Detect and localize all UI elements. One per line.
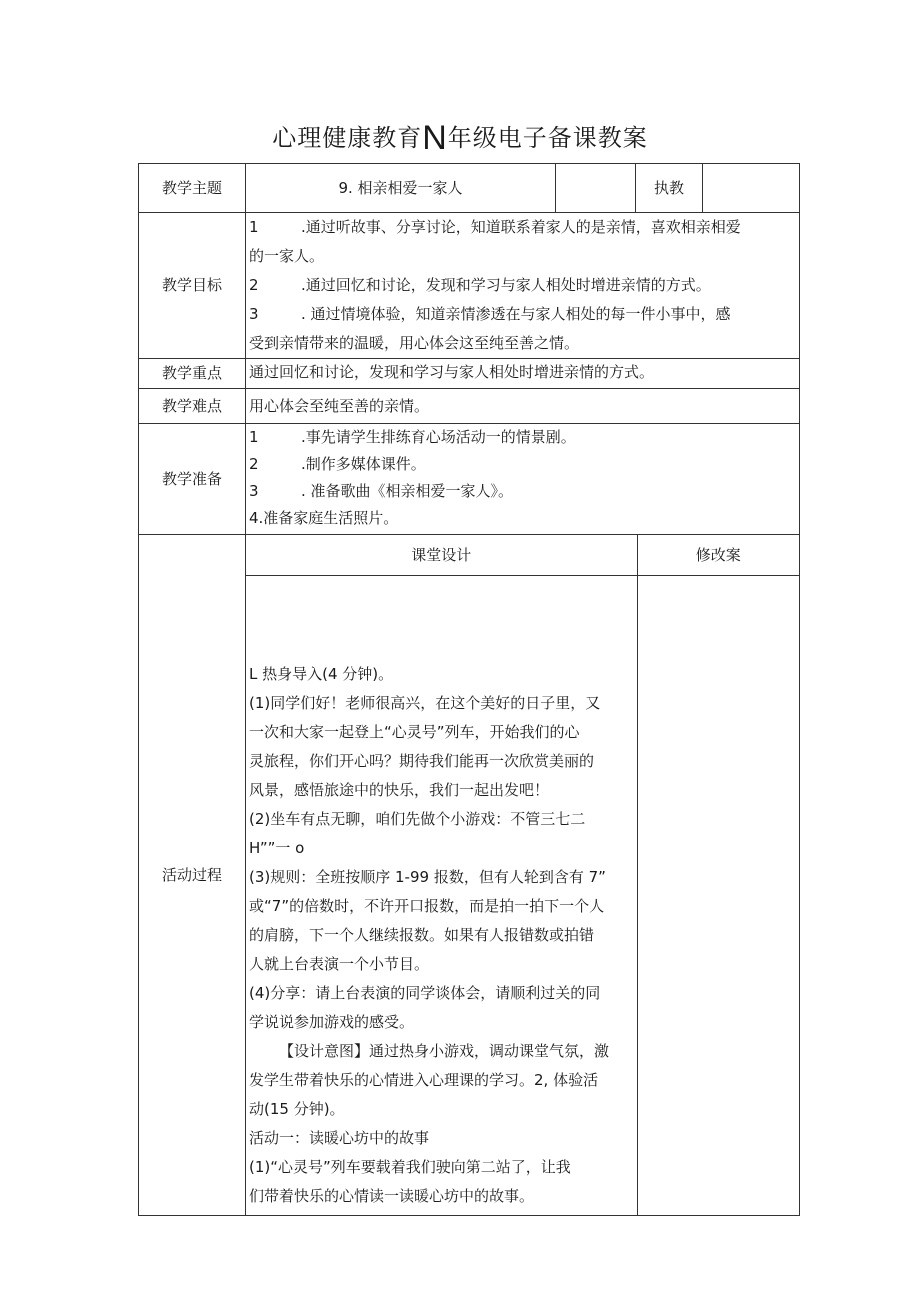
goals-content: 1 .通过听故事、分享讨论，知道联系着家人的是亲情，喜欢相亲相爱 的一家人。 2 .通过回忆和讨论，发现和学习与家人相处时增进亲情的方式。 3 . 通过情境体验，知道亲情渗透在与家人相处的每一件小事中，感 受到亲情带来的温暖，用心体会这至纯至善之情。 [246,213,800,359]
row-goals [139,213,800,359]
goals-label: 教学目标 [139,213,246,359]
revise-body [637,576,799,1216]
key-content: 通过回忆和讨论，发现和学习与家人相处时增进亲情的方式。 [246,359,800,389]
page-title: 心理健康教育N年级电子备课教案 [272,119,648,157]
prep-content: 1 .事先请学生排练育心场活动一的情景剧。 2 .制作多媒体课件。 3 . 准备歌曲《相亲相爱一家人》。 4.准备家庭生活照片。 [246,424,800,535]
col-design-header: 课堂设计 [246,535,637,576]
difficulty-label: 教学难点 [139,389,246,424]
row-key [139,359,800,389]
topic-label: 教学主题 [139,164,246,213]
lesson-plan-table [138,163,800,1216]
process-content [246,535,800,1216]
row-topic [139,164,800,213]
process-label: 活动过程 [139,535,246,1216]
row-prep [139,424,800,535]
col-revise-header: 修改案 [637,535,799,576]
topic-value: 9. 相亲相爱一家人 [246,164,556,213]
teacher-value [703,164,800,213]
row-process [139,535,800,1216]
teacher-label: 执教 [636,164,703,213]
design-body: L 热身导入(4 分钟)。 (1)同学们好！老师很高兴，在这个美好的日子里，又 一次和大家一起登上“心灵号”列车，开始我们的心 灵旅程，你们开心吗？期待我们能再一次欣赏美丽的 风景，感悟旅途中的快乐，我们一起出发吧！ (2)坐车有点无聊，咱们先做个小游戏：不管三七二 H””一 o (3)规则：全班按顺序 1-99 报数，但有人轮到含有 7” 或“7”的倍数时，不许开口报数，而是拍一拍下一个人 的肩膀，下一个人继续报数。如果有人报错数或拍错 人就上台表演一个小节目。 (4)分享：请上台表演的同学谈体会，请顺利过关的同 学说说参加游戏的感受。 【设计意图】通过热身小游戏，调动课堂气氛，激 发学生带着快乐的心情进入心理课的学习。2, 体验活 动(15 分钟)。 活动一：读暖心坊中的故事 (1)“心灵号”列车要载着我们驶向第二站了，让我 们带着快乐的心情读一读暖心坊中的故事。 [249,665,610,1205]
row-difficulty [139,389,800,424]
key-label: 教学重点 [139,359,246,389]
prep-label: 教学准备 [139,424,246,535]
difficulty-content: 用心体会至纯至善的亲情。 [246,389,800,424]
